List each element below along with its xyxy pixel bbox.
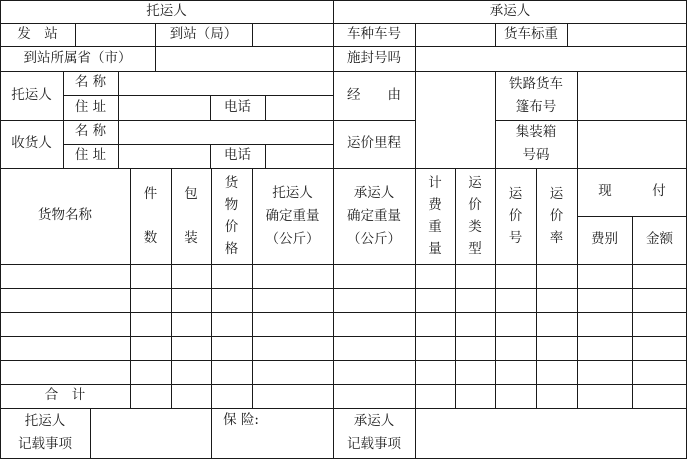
origin-station-label: 发 站: [17, 25, 58, 42]
amount-header: 金额: [646, 231, 673, 248]
carrier-weight-header: 承运人 确定重量 （公斤）: [347, 184, 401, 247]
packing-header: 包 装: [184, 186, 198, 246]
vline-r1-f: [567, 23, 568, 46]
shipper-name-label: 名 称: [74, 74, 107, 91]
shipper-notes-label: 托运人 记载事项: [18, 413, 72, 452]
consignee-address-label: 住 址: [74, 147, 107, 164]
carrier-notes-label: 承运人 记载事项: [347, 413, 401, 452]
vline-r1-a: [75, 23, 76, 46]
destination-province-label: 到站所属省（市）: [23, 49, 132, 66]
shipper-section-header: 托运人: [146, 2, 187, 19]
rate-number-header: 运 价 号: [508, 186, 523, 246]
seal-number-label: 施封号吗: [347, 49, 401, 66]
vline-r1-c: [252, 23, 253, 46]
shipper-label: 托运人: [11, 86, 52, 103]
rate-header: 运 价 率: [549, 186, 564, 246]
vline-f1: [90, 408, 91, 459]
shipper-weight-header: 托运人 确定重量 （公斤）: [265, 184, 320, 247]
freight-mileage-label: 运价里程: [347, 135, 401, 152]
vline-phone-right-2: [265, 144, 266, 168]
total-label: 合 计: [44, 387, 86, 404]
vline-right-c: [577, 71, 578, 168]
car-type-number-label: 车种车号: [347, 25, 401, 42]
cash-payment-header: 现 付: [598, 183, 666, 200]
shipper-phone-label: 电话: [224, 98, 251, 115]
container-number-label: 集装箱 号码: [515, 124, 557, 163]
consignee-phone-label: 电话: [224, 147, 251, 164]
hline-goods-row2: [0, 312, 687, 313]
hline-goods-row3: [0, 336, 687, 337]
goods-name-header: 货物名称: [38, 207, 92, 224]
goods-value-header: 货 物 价 格: [224, 175, 239, 257]
vline-r1-d: [415, 23, 416, 46]
destination-station-label: 到站（局）: [169, 25, 238, 42]
chargeable-weight-header: 计 费 重 量: [428, 175, 442, 257]
rate-type-header: 运 价 类 型: [468, 175, 482, 257]
insurance-label: 保 险:: [223, 412, 259, 429]
consignee-name-label: 名 称: [74, 123, 107, 140]
vline-r2-a: [155, 46, 156, 71]
tarp-number-label: 铁路货车 篷布号: [509, 75, 563, 115]
vline-f3: [415, 408, 416, 459]
hline-goods-row4: [0, 360, 687, 361]
fee-type-header: 费别: [591, 231, 618, 248]
vline-party-field: [118, 71, 119, 168]
pieces-header: 件 数: [143, 186, 158, 246]
carrier-section-header: 承运人: [489, 2, 531, 19]
shipper-address-label: 住 址: [74, 98, 107, 115]
vline-right-a: [415, 71, 416, 168]
hline-goods-header-bottom: [0, 264, 687, 265]
hline-goods-row1: [0, 288, 687, 289]
via-label: 经 由: [347, 86, 401, 103]
consignee-label: 收货人: [11, 135, 52, 152]
vline-r2-b: [415, 46, 416, 71]
vline-phone-right-1: [265, 95, 266, 120]
car-marked-weight-label: 货车标重: [504, 25, 558, 42]
